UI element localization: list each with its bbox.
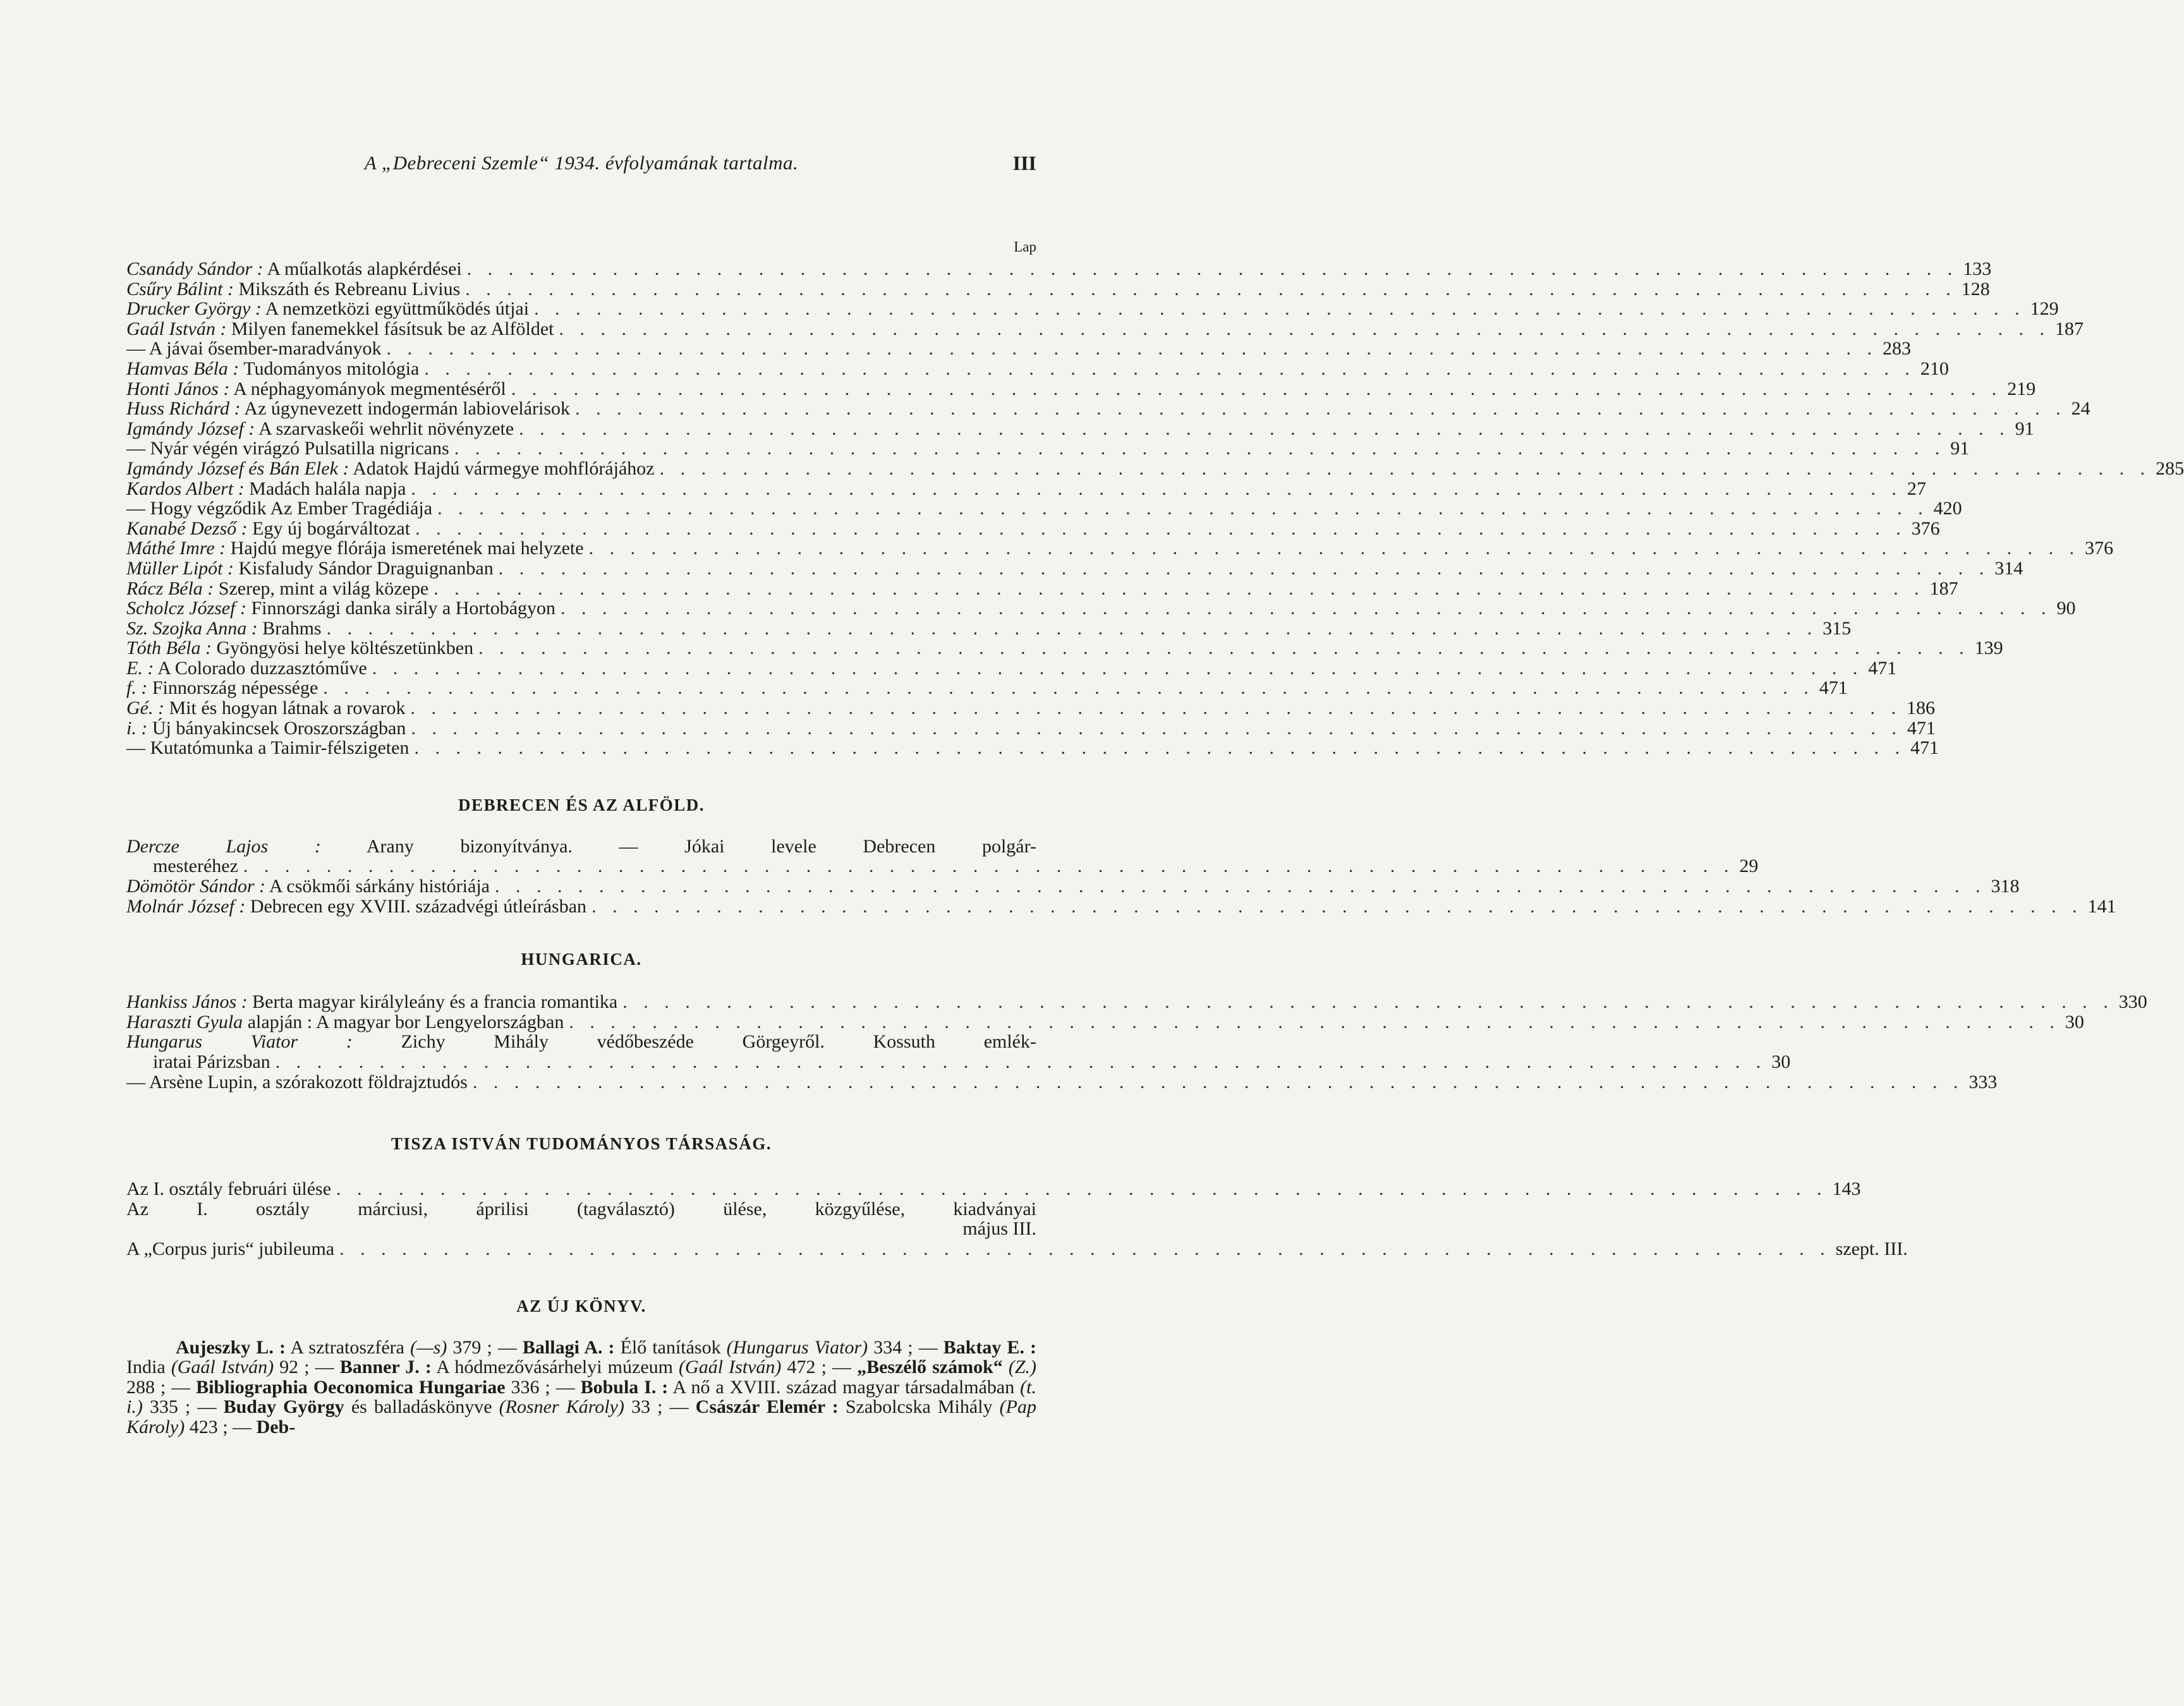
entry-title: iratai Párizsban xyxy=(153,1051,270,1072)
entry-page: 129 xyxy=(2030,298,2059,320)
entry-page: 471 xyxy=(1907,717,1936,739)
leader-dots: . . . . . . . . . . . . . . . . . . . . . . . . . . . . . . . . . . . . . . . . . . . . . . . . . . . . . . . . . . . . . . . . . . . . . . . . xyxy=(386,338,1878,360)
entry-page: 90 xyxy=(2056,598,2076,619)
entry-author: Haraszti Gyula xyxy=(126,1011,243,1032)
leader-dots: . . . . . . . . . . . . . . . . . . . . . . . . . . . . . . . . . . . . . . . . . . . . . . . . . . . . . . . . . . . . . . . . . . . . . . . . xyxy=(434,578,1925,599)
leader-dots: . . . . . . . . . . . . . . . . . . . . . . . . . . . . . . . . . . . . . . . . . . . . . . . . . . . . . . . . . . . . . . . . . . . . . . . . xyxy=(511,378,2003,399)
entry-author: Honti János : xyxy=(126,378,230,399)
leader-dots: . . . . . . . . . . . . . . . . . . . . . . . . . . . . . . . . . . . . . . . . . . . . . . . . . . . . . . . . . . . . . . . . . . . . . . . . xyxy=(411,717,1902,739)
toc-entry xyxy=(126,517,1940,539)
toc-entry xyxy=(126,617,1852,639)
leader-dots: . . . . . . . . . . . . . . . . . . . . . . . . . . . . . . . . . . . . . . . . . . . . . . . . . . . . . . . . . . . . . . . . . . . . . . . . xyxy=(323,677,1814,699)
toc-entry xyxy=(126,258,1992,279)
entry-page: 133 xyxy=(1963,258,1992,279)
leader-dots: . . . . . . . . . . . . . . . . . . . . . . . . . . . . . . . . . . . . . . . . . . . . . . . . . . . . . . . . . . . . . . . . . . . . . . . . xyxy=(575,398,2066,420)
section-heading: DEBRECEN ÉS AZ ALFÖLD. xyxy=(458,795,705,814)
toc-entry xyxy=(126,478,1926,499)
entry-author: Hungarus Viator : xyxy=(126,1031,353,1053)
entry-page: 283 xyxy=(1882,338,1911,360)
entry-title: Mit és hogyan látnak a rovarok xyxy=(169,698,406,719)
toc-entry xyxy=(126,1238,1908,1259)
entry-title: — A jávai ősember-maradványok xyxy=(126,338,382,360)
toc-entry xyxy=(126,538,2114,559)
entry-page: 30 xyxy=(1771,1051,1791,1072)
book-review-paragraph: Aujeszky L. : A sztratoszféra (—s) 379 ; — Ballagi A. : Élő tanítások (Hungarus Viator) 334 ; — Baktay E. : India (Gaál István) 92 ; — Banner J. : A hódmezővásárhelyi múzeum (Gaál István) 472 ; — „Beszélő számok“ (Z.) 288 ; — Bibliographia Oeconomica Hungariae 336 ; — Bobula I. : A nő a XVIII. század magyar társadalmában (t. i.) 335 ; — Buday György és balladáskönyve (Rosner Károly) 33 ; — Császár Elemér : Szabolcska Mihály (Pap Károly) 423 ; — Deb- xyxy=(126,1336,1037,1437)
entry-page: 139 xyxy=(1974,638,2003,659)
entry-page: 314 xyxy=(1994,557,2023,579)
toc-entry xyxy=(126,278,1990,299)
toc-entry xyxy=(126,578,1958,599)
leader-dots: . . . . . . . . . . . . . . . . . . . . . . . . . . . . . . . . . . . . . . . . . . . . . . . . . . . . . . . . . . . . . . . . . . . . . . . . xyxy=(437,498,1929,519)
entry-page: 141 xyxy=(2087,895,2116,917)
entry-title: — Hogy végződik Az Ember Tragédiája xyxy=(126,498,433,519)
entry-page: 30 xyxy=(2065,1011,2084,1032)
toc-entry xyxy=(126,358,1949,379)
running-title: A „Debreceni Szemle“ 1934. évfolyamának tartalma. xyxy=(364,152,799,174)
toc-entry xyxy=(126,1011,2084,1032)
entry-title: Új bányakincsek Oroszországban xyxy=(152,717,406,739)
toc-entry xyxy=(126,698,1936,719)
leader-dots: . . . . . . . . . . . . . . . . . . . . . . . . . . . . . . . . . . . . . . . . . . . . . . . . . . . . . . . . . . . . . . . . . . . . . . . . xyxy=(569,1011,2060,1032)
entry-page: 187 xyxy=(2055,318,2084,339)
leader-dots: . . . . . . . . . . . . . . . . . . . . . . . . . . . . . . . . . . . . . . . . . . . . . . . . . . . . . . . . . . . . . . . . . . . . . . . . xyxy=(534,298,2025,320)
leader-dots: . . . . . . . . . . . . . . . . . . . . . . . . . . . . . . . . . . . . . . . . . . . . . . . . . . . . . . . . . . . . . . . . . . . . . . . . xyxy=(592,895,2083,917)
entry-page: 91 xyxy=(2015,418,2034,439)
entry-author: Molnár József : xyxy=(126,895,246,917)
entry-page: 318 xyxy=(1991,876,2020,897)
section-heading: AZ ÚJ KÖNYV. xyxy=(516,1296,646,1316)
leader-dots: . . . . . . . . . . . . . . . . . . . . . . . . . . . . . . . . . . . . . . . . . . . . . . . . . . . . . . . . . . . . . . . . . . . . . . . . xyxy=(498,557,1990,579)
toc-entry-continuation xyxy=(126,1051,1791,1072)
entry-page: 376 xyxy=(2085,538,2114,559)
entry-page: 285 xyxy=(2156,457,2184,479)
section-uj-konyv xyxy=(126,1296,1036,1437)
entry-title: Adatok Hajdú vármegye mohflórájához xyxy=(353,457,655,479)
entry-author: Dercze Lajos : xyxy=(126,835,321,857)
entry-page: 330 xyxy=(2118,991,2147,1013)
toc-entry-multiline xyxy=(126,837,1036,857)
entry-title: Mikszáth és Rebreanu Livius xyxy=(238,278,461,299)
entry-author: i. : xyxy=(126,717,148,739)
entry-title: A műalkotás alapkérdései xyxy=(267,258,462,279)
entry-author: f. : xyxy=(126,677,148,699)
entry-page: 376 xyxy=(1911,517,1940,539)
entry-author: Drucker György : xyxy=(126,298,262,320)
toc-entry xyxy=(126,1071,1998,1092)
entry-title: A csökmői sárkány históriája xyxy=(269,876,490,897)
entry-title: — Kutatómunka a Taimir-félszigeten xyxy=(126,737,410,759)
leader-dots: . . . . . . . . . . . . . . . . . . . . . . . . . . . . . . . . . . . . . . . . . . . . . . . . . . . . . . . . . . . . . . . . . . . . . . . . xyxy=(275,1051,1767,1072)
entry-author: E. : xyxy=(126,657,154,679)
entry-title: Az úgynevezett indogermán labiovelárisok xyxy=(244,398,571,420)
entry-title: Szerep, mint a világ közepe xyxy=(218,578,429,599)
entry-title: A „Corpus juris“ jubileuma xyxy=(126,1238,335,1259)
entry-title: Zichy Mihály védőbeszéde Görgeyről. Kossuth emlék- xyxy=(401,1031,1036,1053)
entry-author: Huss Richárd : xyxy=(126,398,241,420)
leader-dots: . . . . . . . . . . . . . . . . . . . . . . . . . . . . . . . . . . . . . . . . . . . . . . . . . . . . . . . . . . . . . . . . . . . . . . . . xyxy=(454,438,1946,459)
entry-author: Müller Lipót : xyxy=(126,557,234,579)
entry-author: Hamvas Béla : xyxy=(126,358,240,379)
leader-dots: . . . . . . . . . . . . . . . . . . . . . . . . . . . . . . . . . . . . . . . . . . . . . . . . . . . . . . . . . . . . . . . . . . . . . . . . xyxy=(494,876,1986,897)
leader-dots: . . . . . . . . . . . . . . . . . . . . . . . . . . . . . . . . . . . . . . . . . . . . . . . . . . . . . . . . . . . . . . . . . . . . . . . . xyxy=(410,698,1902,719)
toc-entry xyxy=(126,418,2034,439)
entry-author: Kardos Albert : xyxy=(126,478,245,499)
entry-page: 471 xyxy=(1868,657,1897,679)
entry-page: 27 xyxy=(1907,478,1926,499)
entry-author: Igmándy József : xyxy=(126,418,255,439)
running-head xyxy=(126,152,1036,183)
entry-title: Milyen fanemekkel fásítsuk be az Alföldet xyxy=(231,318,554,339)
entry-title: Tudományos mitológia xyxy=(243,358,420,379)
entry-author: Csanády Sándor : xyxy=(126,258,264,279)
entry-page: 219 xyxy=(2007,378,2036,399)
toc-entry xyxy=(126,438,1970,459)
entry-title: — Arsène Lupin, a szórakozott földrajztudós xyxy=(126,1071,468,1092)
entry-title: Finnországi danka sirály a Hortobágyon xyxy=(251,598,556,619)
entry-title: Madách halála napja xyxy=(249,478,406,499)
entry-page: 210 xyxy=(1920,358,1949,379)
entry-page: 128 xyxy=(1961,278,1990,299)
entry-title: Egy új bogárváltozat xyxy=(252,517,411,539)
leader-dots: . . . . . . . . . . . . . . . . . . . . . . . . . . . . . . . . . . . . . . . . . . . . . . . . . . . . . . . . . . . . . . . . . . . . . . . . xyxy=(243,856,1735,877)
toc-entry xyxy=(126,298,2059,320)
leader-dots: . . . . . . . . . . . . . . . . . . . . . . . . . . . . . . . . . . . . . . . . . . . . . . . . . . . . . . . . . . . . . . . . . . . . . . . . xyxy=(659,457,2151,479)
section-heading: TISZA ISTVÁN TUDOMÁNYOS TÁRSASÁG. xyxy=(391,1134,772,1154)
entry-author: Scholcz József : xyxy=(126,598,246,619)
entry-title: A nemzetközi együttműködés útjai xyxy=(265,298,530,320)
entry-title: alapján : A magyar bor Lengyelországban xyxy=(247,1011,564,1032)
entry-title: Kisfaludy Sándor Draguignanban xyxy=(238,557,494,579)
toc-list-main xyxy=(126,258,2184,759)
entry-page: 29 xyxy=(1739,856,1759,877)
leader-dots: . . . . . . . . . . . . . . . . . . . . . . . . . . . . . . . . . . . . . . . . . . . . . . . . . . . . . . . . . . . . . . . . . . . . . . . . xyxy=(411,478,1902,499)
entry-title: Finnország népessége xyxy=(152,677,318,699)
toc-entry xyxy=(126,638,2003,659)
page-number: III xyxy=(1012,152,1036,174)
entry-author: Tóth Béla : xyxy=(126,638,212,659)
column-label: Lap xyxy=(1014,239,1036,255)
entry-title: mesteréhez xyxy=(153,856,238,877)
toc-entry xyxy=(126,557,2023,579)
entry-page: 143 xyxy=(1832,1178,1861,1200)
entry-author: Csűry Bálint : xyxy=(126,278,234,299)
section-hungarica xyxy=(126,949,2147,1092)
leader-dots: . . . . . . . . . . . . . . . . . . . . . . . . . . . . . . . . . . . . . . . . . . . . . . . . . . . . . . . . . . . . . . . . . . . . . . . . xyxy=(622,991,2114,1013)
leader-dots: . . . . . . . . . . . . . . . . . . . . . . . . . . . . . . . . . . . . . . . . . . . . . . . . . . . . . . . . . . . . . . . . . . . . . . . . xyxy=(339,1238,1831,1259)
entry-title: Berta magyar királyleány és a francia romantika xyxy=(252,991,618,1013)
entry-title: Hajdú megye flórája ismeretének mai helyzete xyxy=(230,538,584,559)
toc-entry xyxy=(126,991,2147,1013)
toc-entry xyxy=(126,1178,1861,1200)
entry-page: 24 xyxy=(2071,398,2090,420)
entry-title: Brahms xyxy=(262,617,322,639)
toc-content xyxy=(126,258,2184,1437)
entry-page: 420 xyxy=(1933,498,1962,519)
entry-page: 471 xyxy=(1819,677,1848,699)
toc-entry xyxy=(126,598,2076,619)
toc-entry xyxy=(126,338,1911,360)
entry-author: Rácz Béla : xyxy=(126,578,214,599)
leader-dots: . . . . . . . . . . . . . . . . . . . . . . . . . . . . . . . . . . . . . . . . . . . . . . . . . . . . . . . . . . . . . . . . . . . . . . . . xyxy=(326,617,1818,639)
leader-dots: . . . . . . . . . . . . . . . . . . . . . . . . . . . . . . . . . . . . . . . . . . . . . . . . . . . . . . . . . . . . . . . . . . . . . . . . xyxy=(588,538,2080,559)
toc-entry xyxy=(126,895,2116,917)
toc-entry xyxy=(126,876,2020,897)
entry-author: Gé. : xyxy=(126,698,164,719)
leader-dots: . . . . . . . . . . . . . . . . . . . . . . . . . . . . . . . . . . . . . . . . . . . . . . . . . . . . . . . . . . . . . . . . . . . . . . . . xyxy=(336,1178,1828,1200)
leader-dots: . . . . . . . . . . . . . . . . . . . . . . . . . . . . . . . . . . . . . . . . . . . . . . . . . . . . . . . . . . . . . . . . . . . . . . . . xyxy=(559,318,2050,339)
entry-title: — Nyár végén virágzó Pulsatilla nigricans xyxy=(126,438,449,459)
toc-entry xyxy=(126,398,2090,420)
leader-dots: . . . . . . . . . . . . . . . . . . . . . . . . . . . . . . . . . . . . . . . . . . . . . . . . . . . . . . . . . . . . . . . . . . . . . . . . xyxy=(465,278,1956,299)
entry-author: Kanabé Dezső : xyxy=(126,517,248,539)
entry-author: Dömötör Sándor : xyxy=(126,876,266,897)
entry-title: A néphagyományok megmentéséről xyxy=(233,378,506,399)
entry-author: Igmándy József és Bán Elek : xyxy=(126,457,349,479)
leader-dots: . . . . . . . . . . . . . . . . . . . . . . . . . . . . . . . . . . . . . . . . . . . . . . . . . . . . . . . . . . . . . . . . . . . . . . . . xyxy=(424,358,1915,379)
entry-page: 315 xyxy=(1823,617,1852,639)
entry-title: Debrecen egy XVIII. századvégi útleírásban xyxy=(250,895,587,917)
entry-title: Az I. osztály februári ülése xyxy=(126,1178,332,1200)
leader-dots: . . . . . . . . . . . . . . . . . . . . . . . . . . . . . . . . . . . . . . . . . . . . . . . . . . . . . . . . . . . . . . . . . . . . . . . . xyxy=(472,1071,1964,1092)
entry-page: 91 xyxy=(1950,438,1970,459)
section-heading: HUNGARICA. xyxy=(521,950,642,969)
entry-page: 333 xyxy=(1969,1071,1998,1092)
toc-entry xyxy=(126,737,1939,759)
leader-dots: . . . . . . . . . . . . . . . . . . . . . . . . . . . . . . . . . . . . . . . . . . . . . . . . . . . . . . . . . . . . . . . . . . . . . . . . xyxy=(372,657,1864,679)
toc-entry-continuation xyxy=(126,856,1759,877)
entry-title: Gyöngyösi helye költészetünkben xyxy=(216,638,474,659)
entry-title: A Colorado duzzasztóműve xyxy=(157,657,367,679)
entry-title: Arany bizonyítványa. — Jókai levele Debrecen polgár- xyxy=(366,835,1036,857)
entry-page: szept. III. xyxy=(1835,1238,1908,1259)
toc-entry xyxy=(126,318,2084,339)
section-debrecen xyxy=(126,795,2116,917)
entry-page: 471 xyxy=(1910,737,1939,759)
toc-entry xyxy=(126,457,2184,479)
toc-entry-multiline xyxy=(126,1032,1036,1052)
entry-page: 187 xyxy=(1929,578,1958,599)
toc-entry xyxy=(126,677,1848,699)
entry-title: A szarvaskeői wehrlit növényzete xyxy=(258,418,514,439)
leader-dots: . . . . . . . . . . . . . . . . . . . . . . . . . . . . . . . . . . . . . . . . . . . . . . . . . . . . . . . . . . . . . . . . . . . . . . . . xyxy=(466,258,1958,279)
entry-author: Hankiss János : xyxy=(126,991,248,1013)
entry-author: Sz. Szojka Anna : xyxy=(126,617,258,639)
toc-entry-multiline: Az I. osztály márciusi, áprilisi (tagválasztó) ülése, közgyűlése, kiadványai xyxy=(126,1198,1036,1219)
toc-entry xyxy=(126,657,1897,679)
toc-entry xyxy=(126,378,2036,399)
entry-page: 186 xyxy=(1907,698,1936,719)
entry-author: Máthé Imre : xyxy=(126,538,226,559)
leader-dots: . . . . . . . . . . . . . . . . . . . . . . . . . . . . . . . . . . . . . . . . . . . . . . . . . . . . . . . . . . . . . . . . . . . . . . . . xyxy=(519,418,2010,439)
entry-page: május III. xyxy=(962,1218,1036,1240)
leader-dots: . . . . . . . . . . . . . . . . . . . . . . . . . . . . . . . . . . . . . . . . . . . . . . . . . . . . . . . . . . . . . . . . . . . . . . . . xyxy=(415,517,1907,539)
toc-entry xyxy=(126,498,1962,519)
leader-dots: . . . . . . . . . . . . . . . . . . . . . . . . . . . . . . . . . . . . . . . . . . . . . . . . . . . . . . . . . . . . . . . . . . . . . . . . xyxy=(561,598,2052,619)
leader-dots: . . . . . . . . . . . . . . . . . . . . . . . . . . . . . . . . . . . . . . . . . . . . . . . . . . . . . . . . . . . . . . . . . . . . . . . . xyxy=(478,638,1970,659)
entry-author: Gaál István : xyxy=(126,318,227,339)
section-tisza xyxy=(126,1134,1908,1259)
leader-dots: . . . . . . . . . . . . . . . . . . . . . . . . . . . . . . . . . . . . . . . . . . . . . . . . . . . . . . . . . . . . . . . . . . . . . . . . xyxy=(414,737,1905,759)
toc-entry xyxy=(126,717,1936,739)
